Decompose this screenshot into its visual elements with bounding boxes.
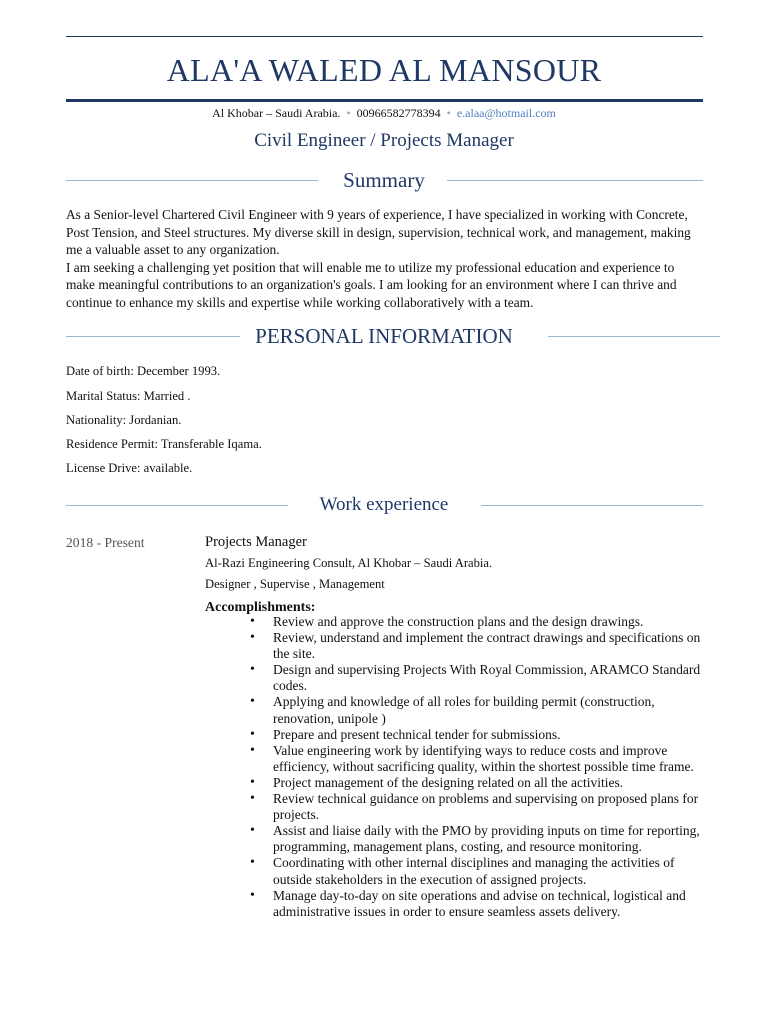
candidate-name: ALA'A WALED AL MANSOUR [166, 52, 602, 88]
work-experience-heading: Work experience [319, 494, 449, 515]
job-role-title: Civil Engineer / Projects Manager [254, 130, 514, 151]
info-license-drive: License Drive: available. [66, 461, 193, 475]
summary-paragraph: As a Senior-level Chartered Civil Engineer with 9 years of experience, I have specialized in working with Concrete, Post Tension, and Steel structures. My diverse skill in design, supervision, technical work, and management, making me a valuable asset to any organization. [66, 207, 691, 258]
list-item [236, 823, 716, 855]
list-item [236, 791, 716, 823]
bullet-icon: • [250, 855, 255, 871]
section-divider-right [447, 180, 703, 181]
header-bottom-rule [66, 99, 703, 102]
list-item [236, 743, 716, 775]
bullet-icon: • [250, 823, 255, 839]
summary-heading: Summary [343, 168, 425, 192]
location-text: Al Khobar – Saudi Arabia. [212, 106, 341, 120]
list-item-text: Value engineering work by identifying ways to reduce costs and improve efficiency, without sacrificing quality, within the shortest possible time frame. [273, 742, 694, 774]
bullet-icon: • [250, 726, 255, 742]
bullet-icon: • [250, 742, 255, 758]
list-item-text: Design and supervising Projects With Royal Commission, ARAMCO Standard codes. [273, 662, 701, 694]
section-divider-right [548, 336, 720, 337]
summary-paragraph: I am seeking a challenging yet position that will enable me to utilize my professional education and experience to make meaningful contributions to an organization's goals. I am looking for an environment where I can thrive and continue to enhance my skills and expertise while working collaboratively with a team. [66, 259, 677, 310]
bullet-icon: • [250, 791, 255, 807]
list-item [236, 614, 716, 630]
accomplishments-list [236, 614, 716, 920]
separator-dot-icon: • [346, 106, 351, 120]
accomplishments-heading: Accomplishments: [205, 600, 316, 615]
personal-info-heading: PERSONAL INFORMATION [255, 324, 513, 348]
bullet-icon: • [250, 887, 255, 903]
list-item [236, 855, 716, 887]
bullet-icon: • [250, 694, 255, 710]
list-item-text: Review and approve the construction plans and the design drawings. [273, 614, 644, 629]
info-marital-status: Marital Status: Married . [66, 389, 191, 403]
list-item-text: Applying and knowledge of all roles for building permit (construction, renovation, unipole ) [273, 694, 655, 726]
list-item-text: Review technical guidance on problems and supervising on proposed plans for projects. [273, 791, 699, 823]
job-title: Projects Manager [205, 534, 307, 550]
work-experience-section-header [0, 491, 768, 519]
job-duties: Designer , Supervise , Management [205, 577, 385, 591]
contact-line [0, 105, 768, 121]
company-name: Al-Razi Engineering Consult, Al Khobar – Saudi Arabia. [205, 556, 493, 570]
list-item-text: Assist and liaise daily with the PMO by providing inputs on time for reporting, programming, management plans, costing, and resource monitoring. [273, 823, 700, 855]
bullet-icon: • [250, 774, 255, 790]
header-top-rule [66, 36, 703, 37]
list-item [236, 694, 716, 726]
summary-section-header [0, 166, 768, 194]
list-item [236, 727, 716, 743]
job-period: 2018 - Present [66, 535, 145, 550]
bullet-icon: • [250, 630, 255, 646]
bullet-icon: • [250, 662, 255, 678]
list-item-text: Review, understand and implement the contract drawings and specifications on the site. [273, 630, 701, 662]
separator-dot-icon: • [446, 106, 451, 120]
personal-info-section-header [0, 322, 768, 350]
list-item [236, 662, 716, 694]
list-item-text: Prepare and present technical tender for submissions. [273, 726, 561, 742]
list-item [236, 630, 716, 662]
list-item-text: Manage day-to-day on site operations and advise on technical, logistical and administrative issues in order to ensure seamless assets delivery. [273, 887, 686, 919]
list-item-text: Coordinating with other internal disciplines and managing the activities of outside stakeholders in the execution of assigned projects. [273, 855, 675, 887]
phone-text: 00966582778394 [356, 106, 441, 120]
list-item-text: Project management of the designing related on all the activities. [273, 774, 624, 790]
info-date-of-birth: Date of birth: December 1993. [66, 364, 221, 378]
info-nationality: Nationality: Jordanian. [66, 413, 182, 427]
info-residence-permit: Residence Permit: Transferable Iqama. [66, 437, 262, 451]
summary-text [66, 206, 706, 312]
list-item [236, 775, 716, 791]
section-divider-right [481, 505, 703, 506]
email-link[interactable]: e.alaa@hotmail.com [456, 106, 556, 120]
list-item [236, 888, 716, 920]
bullet-icon: • [250, 614, 255, 629]
